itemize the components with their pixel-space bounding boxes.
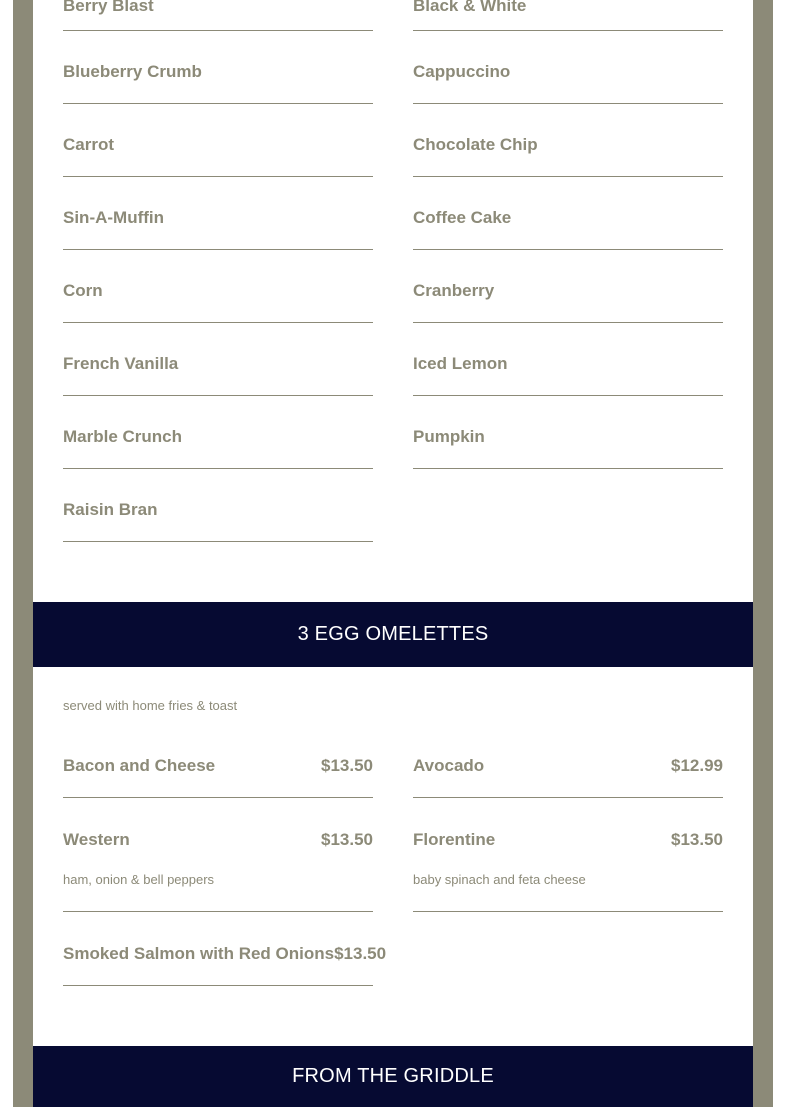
item-name: Pumpkin <box>413 427 485 446</box>
item-price: $12.99 <box>671 756 723 775</box>
menu-item <box>63 31 373 104</box>
item-name: Florentine <box>413 830 496 849</box>
item-price: $13.50 <box>334 944 387 963</box>
menu-item <box>413 0 723 31</box>
item-name: Corn <box>63 281 103 300</box>
item-price: $13.50 <box>671 830 723 849</box>
section-note: served with home fries & toast <box>63 698 238 713</box>
menu-item <box>63 396 373 469</box>
section-title: 3 EGG OMELETTES <box>297 623 489 645</box>
menu-item <box>413 31 723 104</box>
item-name: Chocolate Chip <box>413 135 538 154</box>
menu-item <box>63 250 373 323</box>
item-description: baby spinach and feta cheese <box>413 872 586 887</box>
item-name: Avocado <box>413 756 485 775</box>
item-description: ham, onion & bell peppers <box>63 872 215 887</box>
item-name: Raisin Bran <box>63 500 158 519</box>
menu-item <box>63 177 373 250</box>
menu-item <box>63 0 373 31</box>
section-header-omelettes <box>33 602 753 667</box>
item-name: Black & White <box>413 0 527 15</box>
menu-item <box>63 926 387 986</box>
item-name: Cappuccino <box>413 62 511 81</box>
item-name: Carrot <box>63 135 115 154</box>
item-name: Bacon and Cheese <box>63 756 216 775</box>
item-name: Iced Lemon <box>413 354 508 373</box>
menu-item <box>63 738 373 798</box>
section-title: FROM THE GRIDDLE <box>292 1065 494 1087</box>
item-name: Marble Crunch <box>63 427 183 446</box>
menu-item <box>63 469 373 542</box>
item-name: Cranberry <box>413 281 495 300</box>
item-name: Sin-A-Muffin <box>63 208 165 227</box>
menu-item <box>413 812 723 912</box>
menu-item <box>413 396 723 469</box>
menu-item <box>413 323 723 396</box>
menu-item <box>413 738 723 798</box>
item-name: Berry Blast <box>63 0 154 15</box>
menu-item <box>63 104 373 177</box>
menu-item <box>63 812 373 912</box>
item-name: Western <box>63 830 130 849</box>
menu-item <box>413 250 723 323</box>
item-price: $13.50 <box>321 756 373 775</box>
section-header-griddle <box>33 1046 753 1107</box>
item-price: $13.50 <box>321 830 373 849</box>
item-name: French Vanilla <box>63 354 179 373</box>
menu-item <box>63 323 373 396</box>
menu-item <box>413 177 723 250</box>
item-name: Coffee Cake <box>413 208 512 227</box>
item-name: Blueberry Crumb <box>63 62 202 81</box>
menu-item <box>413 104 723 177</box>
item-name: Smoked Salmon with Red Onions <box>63 944 335 963</box>
